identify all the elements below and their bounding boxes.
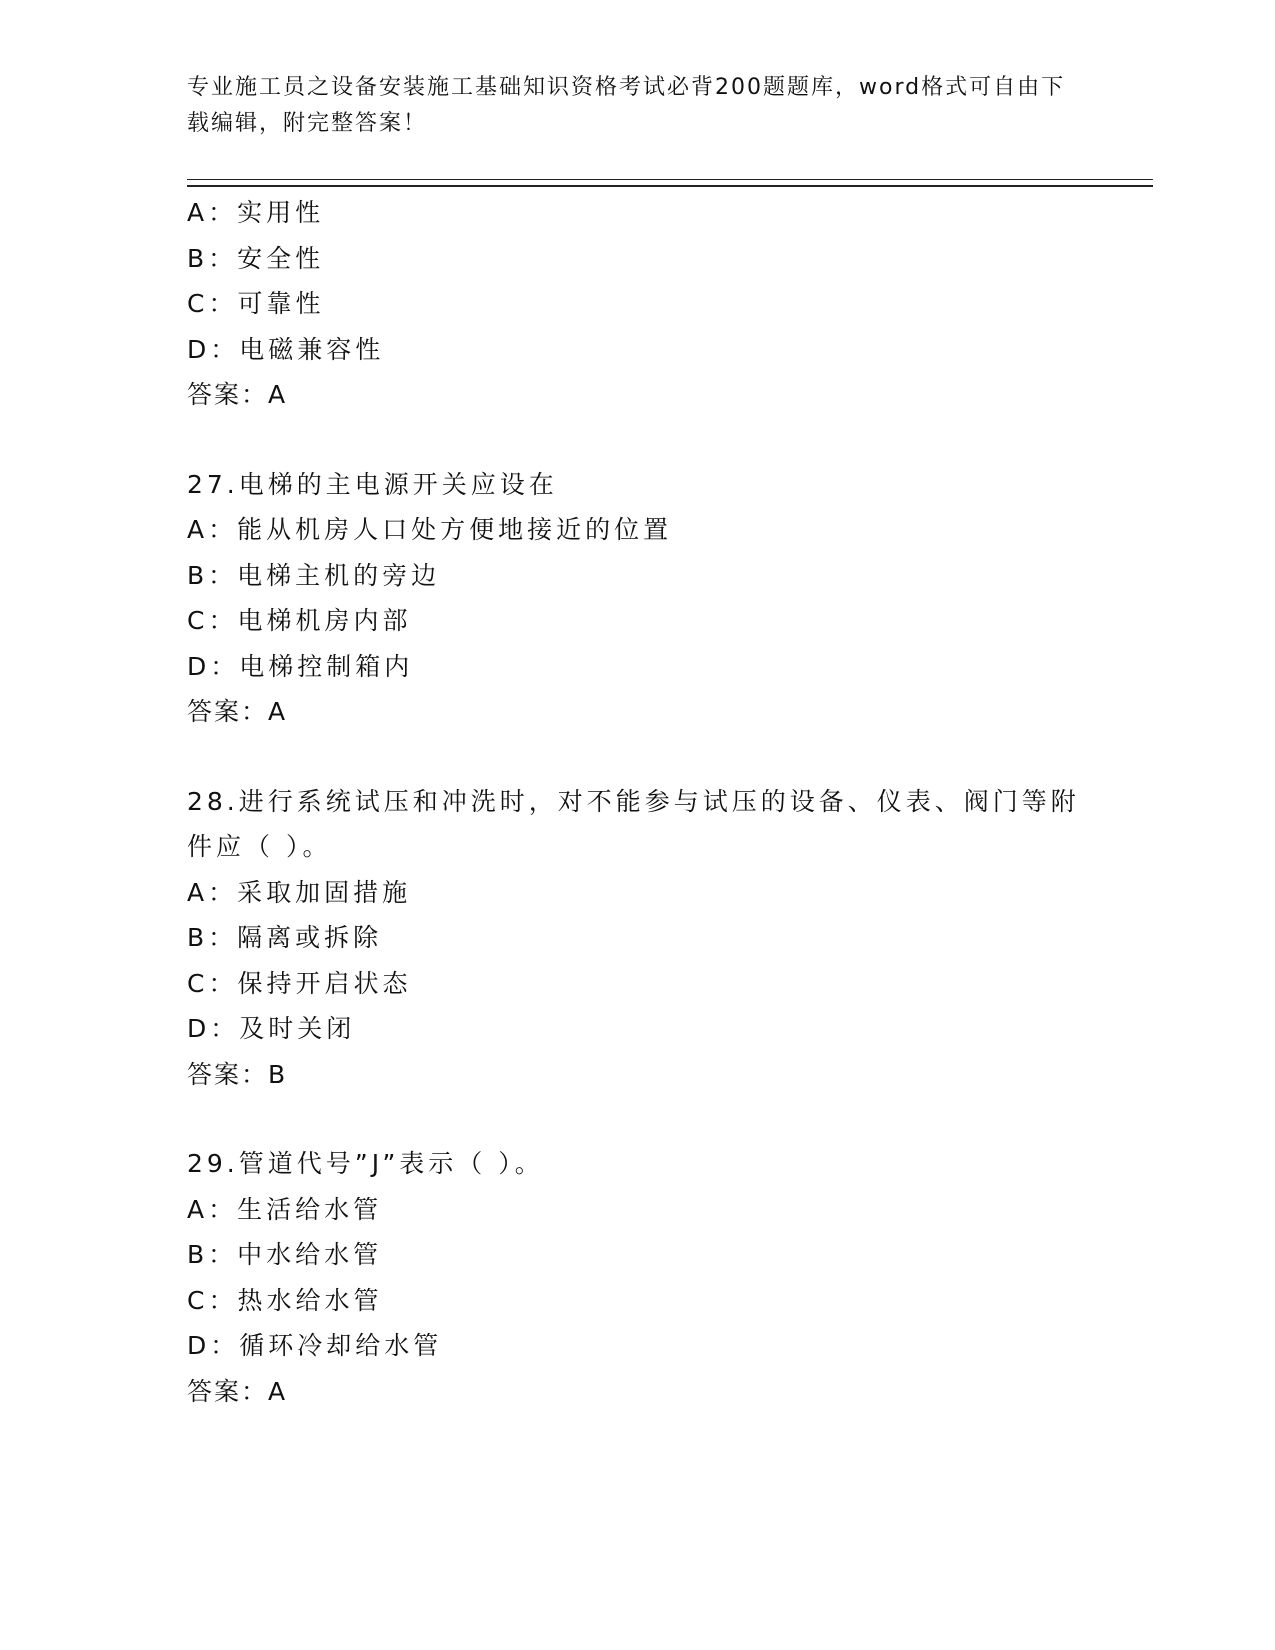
header-divider [187,179,1153,187]
option-b: B：电梯主机的旁边 [187,560,441,590]
option-d: D：电磁兼容性 [187,334,385,364]
question-stem: 27.电梯的主电源开关应设在 [187,469,558,499]
option-c: C：可靠性 [187,289,325,318]
question-list [187,190,1087,1414]
answer-text: 答案：B [187,1059,288,1089]
option-a: A：采取加固措施 [187,877,412,907]
answer-text: 答案：A [187,1376,288,1406]
spacer [187,418,1087,462]
spacer [187,735,1087,779]
answer-text: 答案：A [187,380,288,409]
option-b: B：隔离或拆除 [187,923,383,952]
option-a: A：实用性 [187,198,325,227]
option-c: C：热水给水管 [187,1285,383,1315]
option-c: C：电梯机房内部 [187,606,412,635]
option-d: D：及时关闭 [187,1014,356,1043]
spacer [187,1097,1087,1141]
answer-text: 答案：A [187,697,288,726]
document-header: 专业施工员之设备安装施工基础知识资格考试必背200题题库，word格式可自由下载编辑，附完整答案！ [187,75,1066,136]
question-stem: 28.进行系统试压和冲洗时，对不能参与试压的设备、仪表、阀门等附件应（ ）。 [187,786,1080,861]
option-d: D：电梯控制箱内 [187,651,414,681]
question-stem: 29.管道代号”J”表示（ ）。 [187,1149,544,1178]
question-block [187,190,1087,418]
question-block [187,462,1087,735]
option-a: A：能从机房人口处方便地接近的位置 [187,515,673,544]
option-d: D：循环冷却给水管 [187,1331,443,1360]
option-a: A：生活给水管 [187,1194,383,1224]
option-b: B：安全性 [187,243,325,273]
option-b: B：中水给水管 [187,1240,383,1269]
question-block [187,1141,1087,1414]
option-c: C：保持开启状态 [187,968,412,998]
question-block [187,779,1087,1098]
